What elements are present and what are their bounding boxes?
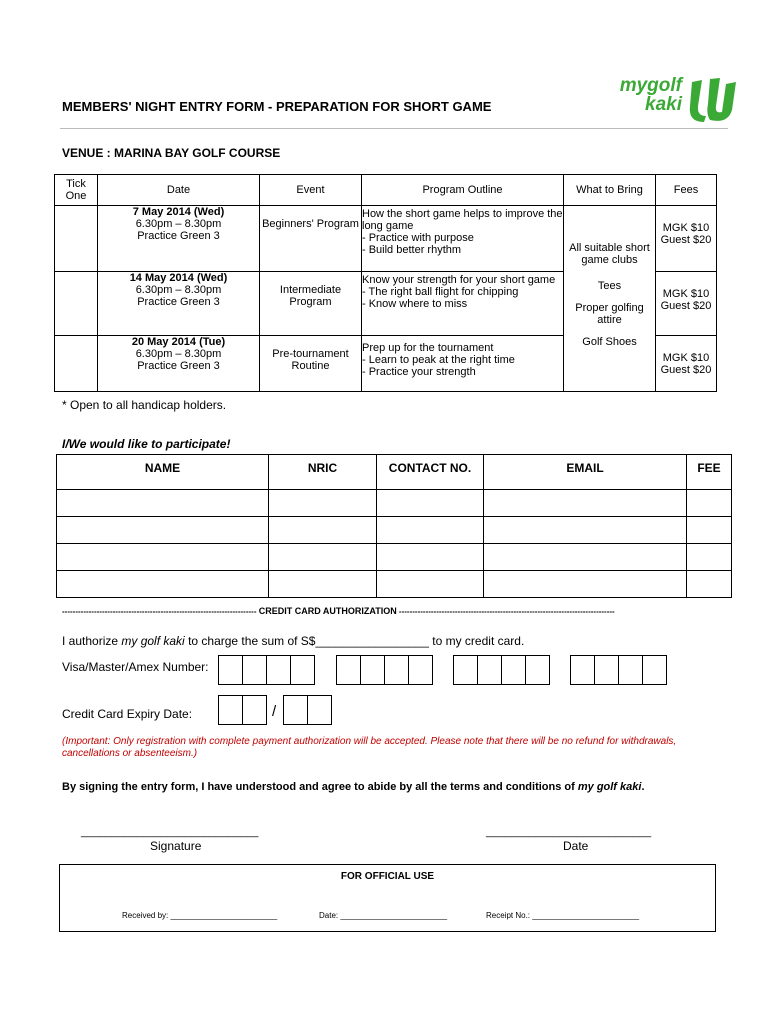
fees-cell-1 xyxy=(656,206,717,272)
digit-box[interactable] xyxy=(290,655,315,685)
fee-member: MGK $10 xyxy=(662,352,710,364)
digit-box[interactable] xyxy=(594,655,619,685)
fee-guest: Guest $20 xyxy=(660,234,712,246)
digit-box[interactable] xyxy=(618,655,643,685)
bring-header: What to Bring xyxy=(564,175,656,206)
card-number-group-4[interactable] xyxy=(571,655,667,683)
agree-prefix: By signing the entry form, I have understood and agree to abide by all the terms and conditions of xyxy=(62,781,578,793)
nric-field[interactable] xyxy=(269,571,377,598)
auth-brand: my golf kaki xyxy=(121,634,185,648)
participant-table xyxy=(56,454,732,598)
nric-field[interactable] xyxy=(269,544,377,571)
date-cell-2 xyxy=(98,272,260,336)
date-line[interactable]: ___________________________ xyxy=(486,826,652,838)
credit-card-divider: ------------------------------------------------------------------------- CREDIT CARD AUTHORIZATION --------------------------------------------------------------------------------- xyxy=(62,606,615,616)
signature-line[interactable]: _____________________________ xyxy=(81,826,259,838)
fees-cell-2 xyxy=(656,272,717,336)
digit-box[interactable] xyxy=(242,655,267,685)
date-cell-3 xyxy=(98,336,260,392)
nric-header: NRIC xyxy=(269,455,377,490)
contact-field[interactable] xyxy=(377,490,484,517)
program-row-1 xyxy=(55,206,717,272)
outline-cell-3 xyxy=(362,336,564,392)
outline-line: - Build better rhythm xyxy=(362,244,462,256)
contact-field[interactable] xyxy=(377,571,484,598)
outline-line: Prep up for the tournament xyxy=(362,342,494,354)
row-place: Practice Green 3 xyxy=(137,296,220,308)
fee-field[interactable] xyxy=(687,571,732,598)
outline-line: - Practice with purpose xyxy=(362,232,474,244)
participant-header-row xyxy=(57,455,732,490)
row-place: Practice Green 3 xyxy=(137,230,220,242)
email-field[interactable] xyxy=(484,517,687,544)
bring-cell xyxy=(564,206,656,392)
nric-field[interactable] xyxy=(269,490,377,517)
received-by-field: Received by: ________________________ xyxy=(122,911,278,920)
participate-heading: I/We would like to participate! xyxy=(62,437,231,451)
official-use-title: FOR OFFICIAL USE xyxy=(340,871,435,882)
signature-label: Signature xyxy=(150,839,202,853)
digit-box[interactable] xyxy=(642,655,667,685)
credit-card-heading: CREDIT CARD AUTHORIZATION xyxy=(258,606,397,616)
table-row xyxy=(57,490,732,517)
mygolfkaki-logo xyxy=(592,76,742,124)
email-field[interactable] xyxy=(484,544,687,571)
page-title: MEMBERS' NIGHT ENTRY FORM - PREPARATION FOR SHORT GAME xyxy=(62,99,492,114)
digit-box[interactable] xyxy=(570,655,595,685)
auth-suffix: to charge the sum of S$_________________ to my credit card. xyxy=(184,634,525,648)
important-notice: (Important: Only registration with complete payment authorization will be accepted. Please note that there will be no refund for withdrawals, cancellations or absenteeism.) xyxy=(62,736,677,759)
digit-box[interactable] xyxy=(336,655,361,685)
bring-item: Proper golfing attire xyxy=(575,302,644,326)
tick-header: Tick One xyxy=(55,175,98,206)
fee-guest: Guest $20 xyxy=(660,300,712,312)
agree-suffix: . xyxy=(641,781,645,793)
fee-field[interactable] xyxy=(687,544,732,571)
table-row xyxy=(57,571,732,598)
header-divider xyxy=(60,128,728,129)
authorize-text xyxy=(62,634,524,648)
logo-line2: kaki xyxy=(645,94,682,115)
fees-header: Fees xyxy=(656,175,717,206)
row-time: 6.30pm – 8.30pm xyxy=(135,348,222,360)
outline-cell-1 xyxy=(362,206,564,272)
date-cell-1 xyxy=(98,206,260,272)
card-number-group-3[interactable] xyxy=(454,655,550,683)
fee-member: MGK $10 xyxy=(662,222,710,234)
expiry-month-group[interactable] xyxy=(219,695,267,723)
official-use-box xyxy=(59,864,716,932)
tick-cell-1[interactable] xyxy=(55,206,98,272)
event-header: Event xyxy=(260,175,362,206)
contact-header: CONTACT NO. xyxy=(377,455,484,490)
venue: VENUE : MARINA BAY GOLF COURSE xyxy=(62,146,281,160)
digit-box[interactable] xyxy=(477,655,502,685)
digit-box[interactable] xyxy=(266,655,291,685)
program-table xyxy=(54,174,717,392)
bring-item: All suitable short game clubs xyxy=(569,242,650,266)
outline-line: - Learn to peak at the right time xyxy=(362,354,515,366)
nric-field[interactable] xyxy=(269,517,377,544)
logo-line1: mygolf xyxy=(619,75,682,96)
program-header-row xyxy=(55,175,717,206)
auth-prefix: I authorize xyxy=(62,634,122,648)
date-header: Date xyxy=(98,175,260,206)
bring-item: Golf Shoes xyxy=(582,336,637,348)
name-field[interactable] xyxy=(57,490,269,517)
card-number-group-2[interactable] xyxy=(337,655,433,683)
row-date: 7 May 2014 (Wed) xyxy=(132,206,225,218)
digit-box[interactable] xyxy=(242,695,267,725)
outline-line: Know your strength for your short game xyxy=(362,274,556,286)
receipt-no-field: Receipt No.: ________________________ xyxy=(486,911,640,920)
fees-cell-3 xyxy=(656,336,717,392)
fee-guest: Guest $20 xyxy=(660,364,712,376)
digit-box[interactable] xyxy=(501,655,526,685)
logo-mark-icon xyxy=(686,76,738,124)
digit-box[interactable] xyxy=(283,695,308,725)
fee-member: MGK $10 xyxy=(662,288,710,300)
outline-header: Program Outline xyxy=(362,175,564,206)
expiry-year-group[interactable] xyxy=(284,695,332,723)
agree-brand: my golf kaki xyxy=(577,781,642,793)
email-field[interactable] xyxy=(484,490,687,517)
digit-box[interactable] xyxy=(360,655,385,685)
card-number-label: Visa/Master/Amex Number: xyxy=(62,660,209,674)
outline-cell-2 xyxy=(362,272,564,336)
digit-box[interactable] xyxy=(218,655,243,685)
handicap-note: * Open to all handicap holders. xyxy=(62,398,227,412)
name-field[interactable] xyxy=(57,517,269,544)
bring-item: Tees xyxy=(597,280,622,292)
event-cell-3: Pre-tournament Routine xyxy=(260,336,362,392)
row-place: Practice Green 3 xyxy=(137,360,220,372)
date-label: Date xyxy=(563,839,589,853)
fee-field[interactable] xyxy=(687,490,732,517)
tick-cell-3[interactable] xyxy=(55,336,98,392)
agreement-text xyxy=(62,781,645,793)
fee-header: FEE xyxy=(687,455,732,490)
digit-box[interactable] xyxy=(453,655,478,685)
email-field[interactable] xyxy=(484,571,687,598)
row-date: 20 May 2014 (Tue) xyxy=(131,336,226,348)
tick-cell-2[interactable] xyxy=(55,272,98,336)
expiry-slash: / xyxy=(272,703,277,720)
row-time: 6.30pm – 8.30pm xyxy=(135,284,222,296)
card-number-group-1[interactable] xyxy=(219,655,315,683)
event-cell-2: Intermediate Program xyxy=(260,272,362,336)
name-field[interactable] xyxy=(57,544,269,571)
digit-box[interactable] xyxy=(525,655,550,685)
outline-line: - The right ball flight for chipping xyxy=(362,286,519,298)
contact-field[interactable] xyxy=(377,517,484,544)
digit-box[interactable] xyxy=(307,695,332,725)
row-date: 14 May 2014 (Wed) xyxy=(129,272,228,284)
table-row xyxy=(57,517,732,544)
row-time: 6.30pm – 8.30pm xyxy=(135,218,222,230)
digit-box[interactable] xyxy=(384,655,409,685)
outline-line: - Know where to miss xyxy=(362,298,468,310)
name-header: NAME xyxy=(57,455,269,490)
official-date-field: Date: ________________________ xyxy=(319,911,448,920)
table-row xyxy=(57,544,732,571)
outline-line: - Practice your strength xyxy=(362,366,476,378)
fee-field[interactable] xyxy=(687,517,732,544)
digit-box[interactable] xyxy=(218,695,243,725)
outline-line: How the short game helps to improve the long game xyxy=(362,208,563,232)
digit-box[interactable] xyxy=(408,655,433,685)
event-cell-1: Beginners' Program xyxy=(260,206,362,272)
name-field[interactable] xyxy=(57,571,269,598)
email-header: EMAIL xyxy=(484,455,687,490)
expiry-label: Credit Card Expiry Date: xyxy=(62,707,193,721)
contact-field[interactable] xyxy=(377,544,484,571)
